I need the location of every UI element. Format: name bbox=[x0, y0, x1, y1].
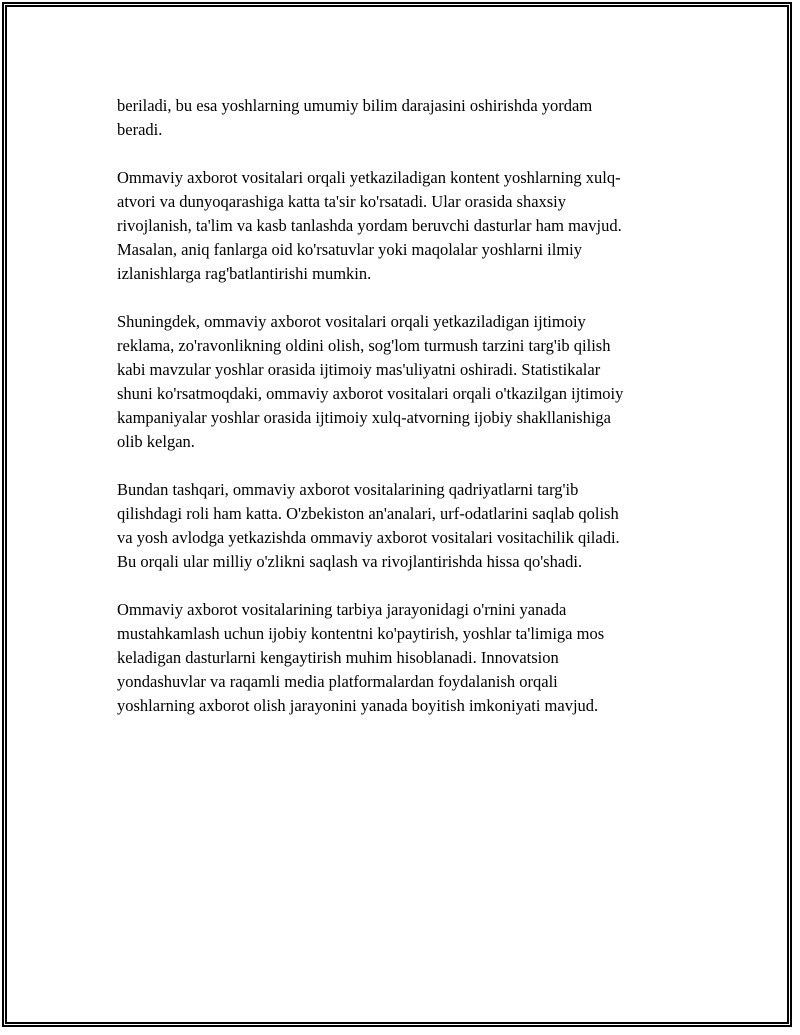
paragraph-5: Ommaviy axborot vositalarining tarbiya jarayonidagi o'rnini yanada mustahkamlash uchun ijobiy kontentni ko'paytirish, yoshlar ta'limiga mos keladigan dasturlarni kengaytirish muhim hisoblanadi. Innovatsion yondashuvlar va raqamli media platformalardan foydalanish orqali yoshlarning axborot olish jarayonini yanada boyitish imkoniyati mavjud. bbox=[117, 600, 605, 715]
document-body bbox=[117, 94, 692, 742]
paragraph-1: beriladi, bu esa yoshlarning umumiy bilim darajasini oshirishda yordam beradi. bbox=[117, 96, 593, 139]
paragraph-3: Shuningdek, ommaviy axborot vositalari orqali yetkaziladigan ijtimoiy reklama, zo'ravonlikning oldini olish, sog'lom turmush tarzini targ'ib qilish kabi mavzular yoshlar orasida ijtimoiy mas'uliyatni oshiradi. Statistikalar shuni ko'rsatmoqdaki, ommaviy axborot vositalari orqali o'tkazilgan ijtimoiy kampaniyalar yoshlar orasida ijtimoiy xulq-atvorning ijobiy shakllanishiga olib kelgan. bbox=[117, 312, 624, 451]
paragraph-4: Bundan tashqari, ommaviy axborot vositalarining qadriyatlarni targ'ib qilishdagi roli ham katta. O'zbekiston an'analari, urf-odatlarini saqlab qolish va yosh avlodga yetkazishda ommaviy axborot vositalari vositachilik qiladi. Bu orqali ular milliy o'zlikni saqlash va rivojlantirishda hissa qo'shadi. bbox=[117, 480, 620, 571]
paragraph-2: Ommaviy axborot vositalari orqali yetkaziladigan kontent yoshlarning xulq- atvori va dunyoqarashiga katta ta'sir ko'rsatadi. Ular orasida shaxsiy rivojlanish, ta'lim va kasb tanlashda yordam beruvchi dasturlar ham mavjud. Masalan, aniq fanlarga oid ko'rsatuvlar yoki maqolalar yoshlarni ilmiy izlanishlarga rag'batlantirishi mumkin. bbox=[117, 168, 622, 283]
